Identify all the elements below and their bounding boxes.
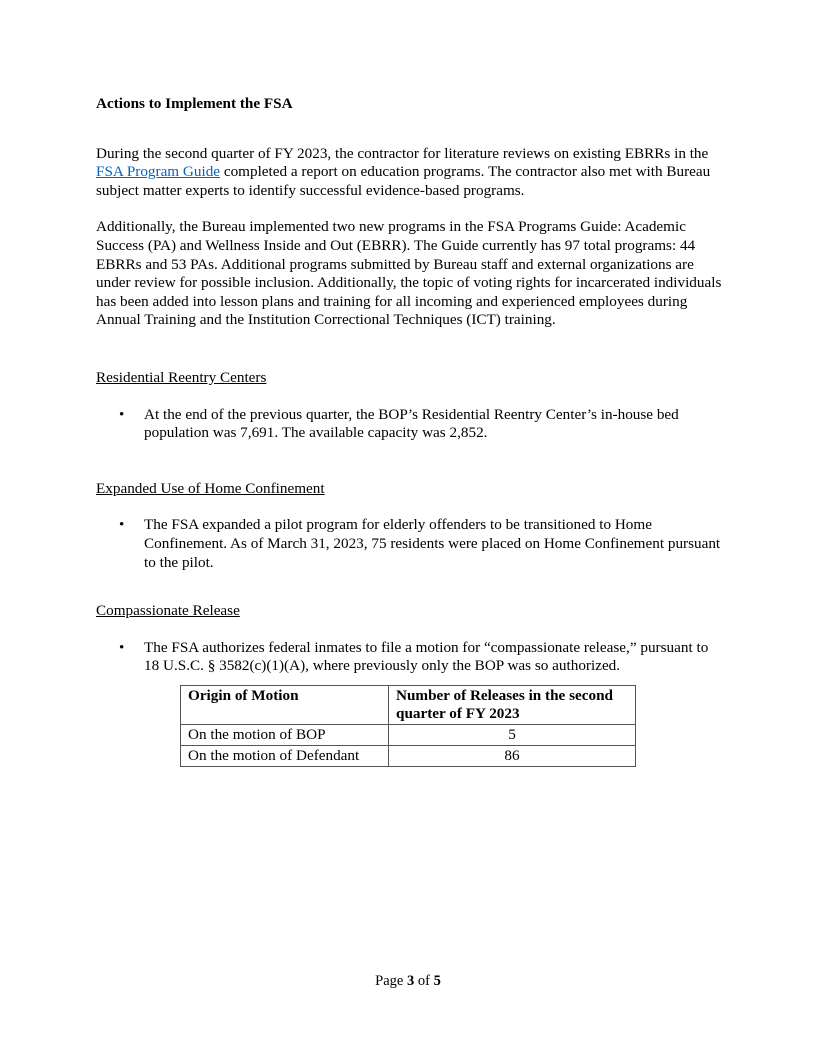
page-footer — [0, 973, 816, 990]
paragraph-text: completed a report on education programs. The contractor also met with Bureau subject matter experts to identify successful evidence-based programs. — [96, 163, 711, 199]
table-header-cell: Number of Releases in the second quarter of FY 2023 — [389, 685, 636, 724]
table-row — [181, 724, 636, 745]
page-word: Page — [375, 973, 404, 989]
paragraph-contractor — [96, 145, 722, 201]
list-item — [96, 516, 722, 572]
paragraph-text: During the second quarter of FY 2023, the contractor for literature reviews on existing EBRRs in the — [96, 144, 709, 162]
total-page-count: 5 — [433, 973, 441, 989]
bullet-list — [96, 406, 722, 443]
list-item — [96, 406, 722, 443]
of-word: of — [417, 973, 430, 989]
subheading-compassionate-release: Compassionate Release — [96, 602, 240, 620]
bullet-icon: • — [119, 516, 125, 534]
table-row — [181, 745, 636, 766]
list-item-text: The FSA authorizes federal inmates to file a motion for “compassionate release,” pursuant to 18 U.S.C. § 3582(c)(1)(A), where previously only the BOP was so authorized. — [144, 638, 709, 675]
paragraph-programs: Additionally, the Bureau implemented two new programs in the FSA Programs Guide: Academic Success (PA) and Wellness Inside and Out (EBRR). The Guide currently has 97 total programs: 44 EBRRs and 53 PAs. Additional programs submitted by Bureau staff and external organizations are under review for possible inclusion. Additionally, the topic of voting rights for incarcerated individuals has been added into lesson plans and training for all incoming and experienced employees during Annual Training and the Institution Correctional Techniques (ICT) training. — [96, 218, 722, 329]
list-item — [96, 639, 722, 676]
subheading-residential-reentry: Residential Reentry Centers — [96, 368, 267, 386]
section-heading: Actions to Implement the FSA — [96, 95, 293, 112]
table-header-cell: Origin of Motion — [181, 685, 389, 724]
document-body — [96, 95, 722, 767]
current-page-number: 3 — [406, 973, 415, 989]
releases-table — [180, 685, 636, 767]
table-header-row — [181, 685, 636, 724]
table-cell-origin: On the motion of BOP — [181, 724, 389, 745]
bullet-icon: • — [119, 405, 125, 423]
bullet-list — [96, 516, 722, 572]
bullet-list — [96, 639, 722, 676]
list-item-text: At the end of the previous quarter, the BOP’s Residential Reentry Center’s in-house bed population was 7,691. The available capacity was 2,852. — [144, 405, 679, 442]
table-cell-count: 86 — [389, 745, 636, 766]
table-cell-origin: On the motion of Defendant — [181, 745, 389, 766]
list-item-text: The FSA expanded a pilot program for elderly offenders to be transitioned to Home Confinement. As of March 31, 2023, 75 residents were placed on Home Confinement pursuant to the pilot. — [144, 516, 721, 571]
subheading-home-confinement: Expanded Use of Home Confinement — [96, 479, 325, 497]
bullet-icon: • — [119, 638, 125, 656]
fsa-program-guide-link[interactable]: FSA Program Guide — [96, 163, 221, 181]
table-cell-count: 5 — [389, 724, 636, 745]
